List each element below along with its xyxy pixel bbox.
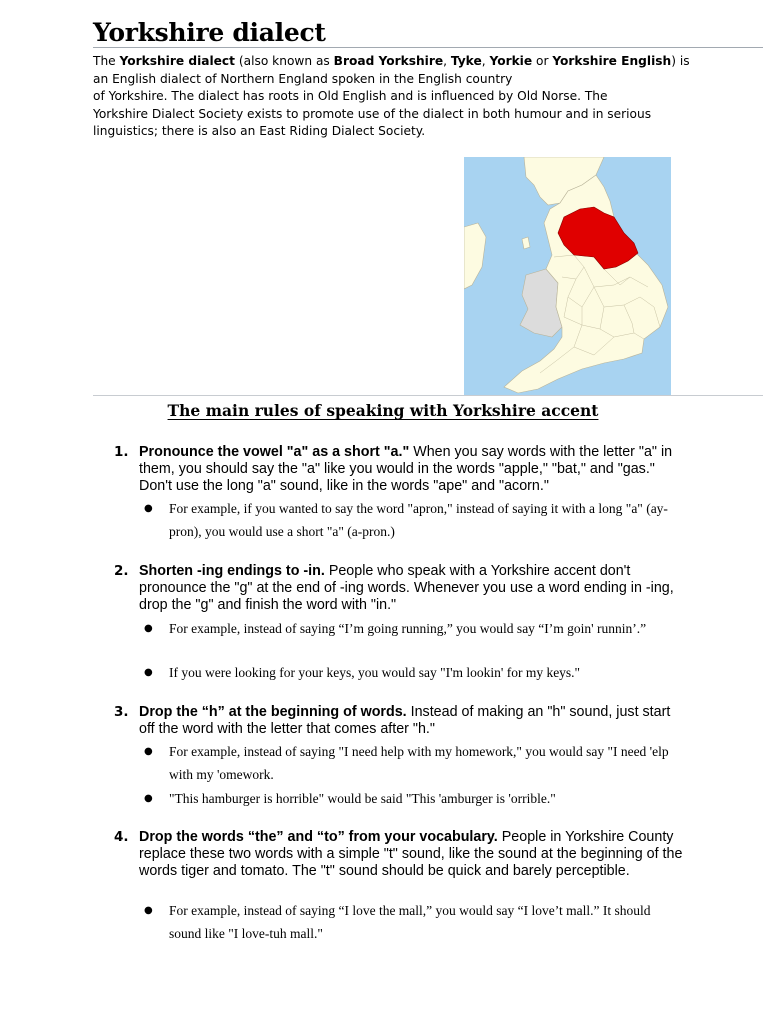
map-divider: [93, 395, 763, 396]
intro-line-5: linguistics; there is also an East Riding Dialect Society.: [93, 124, 426, 138]
rule-text: [139, 704, 684, 738]
intro-paragraph: The Yorkshire dialect (also known as Broad Yorkshire, Tyke, Yorkie or Yorkshire English) is an English dialect of Northern England spoken in the English country of Yorkshire. The dialect has roots in Old English and is influenced by Old Norse. The Yorkshire Dialect Society exists to promote use of the dialect in both humour and in serious linguistics; there is also an East Riding Dialect Society.: [93, 54, 690, 138]
rule-number: 4.: [114, 829, 129, 845]
bullet-dot-icon: ●: [144, 503, 153, 514]
rule-number: 3.: [114, 704, 129, 720]
yorkshire-location-map: [464, 157, 671, 395]
intro-line-4: Yorkshire Dialect Society exists to promote use of the dialect in both humour and in serious: [93, 106, 652, 121]
rule-lead: Drop the words “the” and “to” from your vocabulary.: [139, 829, 498, 845]
bullet-dot-icon: ●: [144, 623, 153, 634]
rule-body: People in Yorkshire County replace these two words with a simple "t" sound, like the sound at the beginning of the words tiger and tomato. The "t" sound should be quick and barely perceptible.: [139, 829, 683, 879]
bullet-dot-icon: ●: [144, 667, 153, 678]
term-broad-yorkshire: Broad Yorkshire: [333, 54, 444, 68]
rule-text: [139, 563, 684, 614]
rule-bullet: ● "This hamburger is horrible" would be said "This 'amburger is 'orrible.": [169, 788, 679, 811]
intro-line-3: of Yorkshire. The dialect has roots in Old English and is influenced by Old Norse. The: [93, 89, 608, 103]
rule-bullet: ● For example, instead of saying "I need help with my homework," you would say "I need 'elp with my 'omework.: [169, 741, 679, 786]
rule-bullet: ● For example, if you wanted to say the word "apron," instead of saying it with a long "a" (ay-pron), you would use a short "a" (a-pron.): [169, 498, 679, 543]
rule-bullet: ● For example, instead of saying “I love the mall,” you would say “I love’t mall.” It should sound like "I love-tuh mall.": [169, 900, 679, 945]
rule-lead: Pronounce the vowel "a" as a short "a.": [139, 444, 410, 460]
page-title: Yorkshire dialect: [93, 18, 326, 47]
title-divider: [93, 47, 763, 48]
intro-line-2: an English dialect of Northern England spoken in the English country: [93, 71, 513, 86]
rule-text: [139, 444, 684, 495]
term-yorkshire-dialect: Yorkshire dialect: [119, 54, 235, 68]
rule-lead: Shorten -ing endings to -in.: [139, 563, 325, 579]
bullet-dot-icon: ●: [144, 905, 153, 916]
rule-bullet: ● If you were looking for your keys, you would say "I'm lookin' for my keys.": [169, 662, 679, 685]
bullet-dot-icon: ●: [144, 793, 153, 804]
rule-bullet: ● For example, instead of saying “I’m going running,” you would say “I’m goin' runnin’.”: [169, 618, 679, 641]
rule-body: Instead of making an "h" sound, just start off the word with the letter that comes after "h.": [139, 704, 671, 737]
term-tyke: Tyke: [450, 54, 482, 68]
term-yorkie: Yorkie: [489, 54, 533, 68]
bullet-dot-icon: ●: [144, 746, 153, 757]
rule-number: 1.: [114, 444, 129, 460]
term-yorkshire-english: Yorkshire English: [552, 54, 672, 68]
rule-text: [139, 829, 684, 880]
rule-body: When you say words with the letter "a" in them, you should say the "a" like you would in the words "apple," "bat," and "gas." Don't use the long "a" sound, like in the words "ape" and "acorn.": [139, 444, 673, 494]
rule-number: 2.: [114, 563, 129, 579]
section-heading: The main rules of speaking with Yorkshire accent: [167, 401, 599, 420]
rule-lead: Drop the “h” at the beginning of words.: [139, 704, 407, 720]
rule-body: People who speak with a Yorkshire accent don't pronounce the "g" at the end of -ing words. Whenever you use a word ending in -ing, drop the "g" and finish the word with "in.": [139, 563, 674, 613]
